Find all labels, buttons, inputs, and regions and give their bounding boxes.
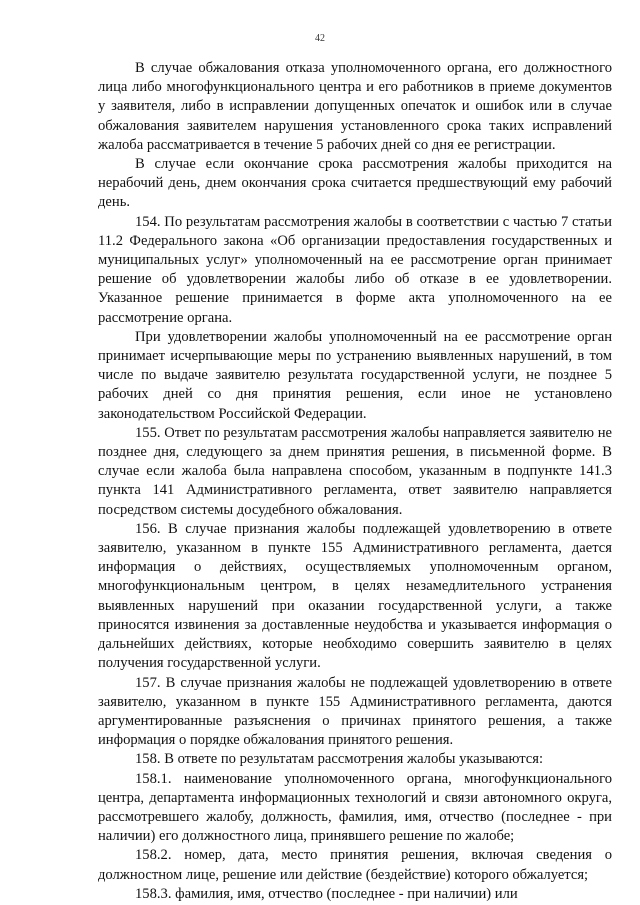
page-number: 42 [315, 33, 325, 44]
paragraph-nonworking-day: В случае если окончание срока рассмотрения жалобы приходится на нерабочий день, днем окончания срока считается предшествующий ему рабочий день. [98, 156, 612, 211]
paragraph-156: 156. В случае признания жалобы подлежащей удовлетворению в ответе заявителю, указанном в пункте 155 Административного регламента, дается информация о действиях, осуществляемых уполномоченным органом, многофункциональным центром, в целях незамедлительного устранения выявленных нарушений при оказании государственной услуги, а также приносятся извинения за доставленные неудобства и указывается информация о дальнейших действиях, которые необходимо совершить заявителю в целях получения государственной услуги. [98, 520, 612, 672]
paragraph-158-1: 158.1. наименование уполномоченного органа, многофункционального центра, департамента информационных технологий и связи автономного округа, рассмотревшего жалобу, должность, фамилия, имя, отчество (последнее - при наличии) его должностного лица, принявшего решение по жалобе; [98, 770, 612, 845]
paragraph-satisfaction-measures: При удовлетворении жалобы уполномоченный на ее рассмотрение орган принимает исчерпывающие меры по устранению выявленных нарушений, в том числе по выдаче заявителю результата государственной услуги, не позднее 5 рабочих дней со дня принятия решения, если иное не установлено законодательством Российской Федерации. [98, 328, 612, 422]
paragraph-appeal-refusal-term: В случае обжалования отказа уполномоченного органа, его должностного лица либо многофункционального центра и его работников в приеме документов у заявителя, либо в исправлении допущенных опечаток и ошибок или в случае обжалования заявителем нарушения установленного срока таких исправлений жалоба рассматривается в течение 5 рабочих дней со дня ее регистрации. [98, 60, 612, 153]
paragraph-154: 154. По результатам рассмотрения жалобы в соответствии с частью 7 статьи 11.2 Федерального закона «Об организации предоставления государственных и муниципальных услуг» уполномоченный на ее рассмотрение орган принимает решение об удовлетворении жалобы либо об отказе в ее удовлетворении. Указанное решение принимается в форме акта уполномоченного на ее рассмотрение органа. [98, 213, 612, 326]
paragraph-157: 157. В случае признания жалобы не подлежащей удовлетворению в ответе заявителю, указанном в пункте 155 Административного регламента, даются аргументированные разъяснения о причинах принятого решения, а также информация о порядке обжалования принятого решения. [98, 674, 612, 749]
paragraph-158: 158. В ответе по результатам рассмотрения жалобы указываются: [135, 751, 544, 768]
document-body [98, 59, 612, 904]
paragraph-158-3: 158.3. фамилия, имя, отчество (последнее - при наличии) или [135, 885, 518, 902]
paragraph-158-2: 158.2. номер, дата, место принятия решения, включая сведения о должностном лице, решение или действие (бездействие) которого обжалуется; [98, 847, 612, 883]
paragraph-155: 155. Ответ по результатам рассмотрения жалобы направляется заявителю не позднее дня, следующего за днем принятия решения, в письменной форме. В случае если жалоба была направлена способом, указанным в подпункте 141.3 пункта 141 Административного регламента, ответ заявителю направляется посредством системы досудебного обжалования. [98, 424, 612, 518]
